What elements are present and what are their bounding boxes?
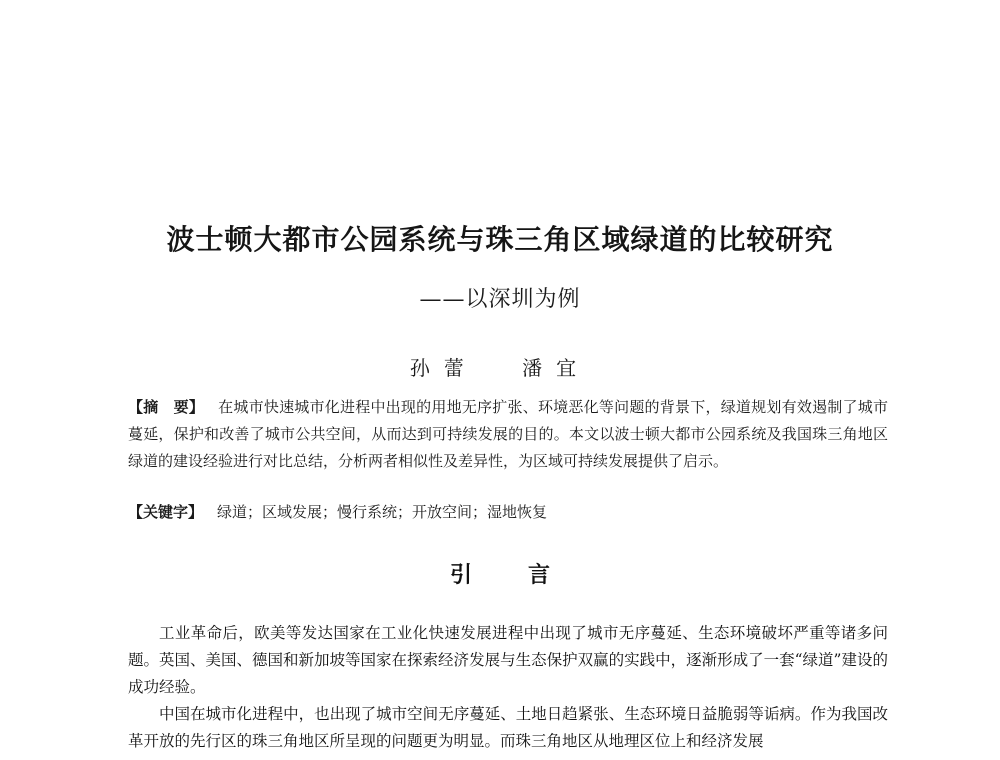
body-paragraph: 工业革命后，欧美等发达国家在工业化快速发展进程中出现了城市无序蔓延、生态环境破坏严重等诸多问题。英国、美国、德国和新加坡等国家在探索经济发展与生态保护双赢的实践中，逐渐形成了一套“绿道”建设的成功经验。 — [128, 624, 888, 696]
abstract-text: 在城市快速城市化进程中出现的用地无序扩张、环境恶化等问题的背景下，绿道规划有效遏制了城市蔓延，保护和改善了城市公共空间，从而达到可持续发展的目的。本文以波士顿大都市公园系统及我国珠三角地区绿道的建设经验进行对比总结，分析两者相似性及差异性，为区域可持续发展提供了启示。 — [128, 398, 888, 470]
abstract — [128, 394, 888, 475]
body-text — [128, 620, 888, 755]
body-paragraph: 中国在城市化进程中，也出现了城市空间无序蔓延、土地日趋紧张、生态环境日益脆弱等诟病。作为我国改革开放的先行区的珠三角地区所呈现的问题更为明显。而珠三角地区从地理区位上和经济发展 — [128, 705, 888, 750]
author-name: 潘宜 — [522, 356, 591, 380]
abstract-label: 【摘 要】 — [128, 398, 205, 416]
section-heading — [0, 558, 1000, 589]
author-name: 孙蕾 — [409, 356, 478, 380]
section-heading-char: 言 — [528, 562, 551, 588]
keywords-label: 【关键字】 — [128, 503, 204, 521]
keywords-text: 绿道；区域发展；慢行系统；开放空间；湿地恢复 — [217, 503, 548, 521]
paper-title: 波士顿大都市公园系统与珠三角区域绿道的比较研究 — [166, 223, 834, 256]
author-list — [0, 352, 1000, 381]
section-heading-char: 引 — [449, 562, 472, 588]
keywords — [128, 499, 888, 526]
paper-subtitle: ——以深圳为例 — [419, 287, 581, 312]
